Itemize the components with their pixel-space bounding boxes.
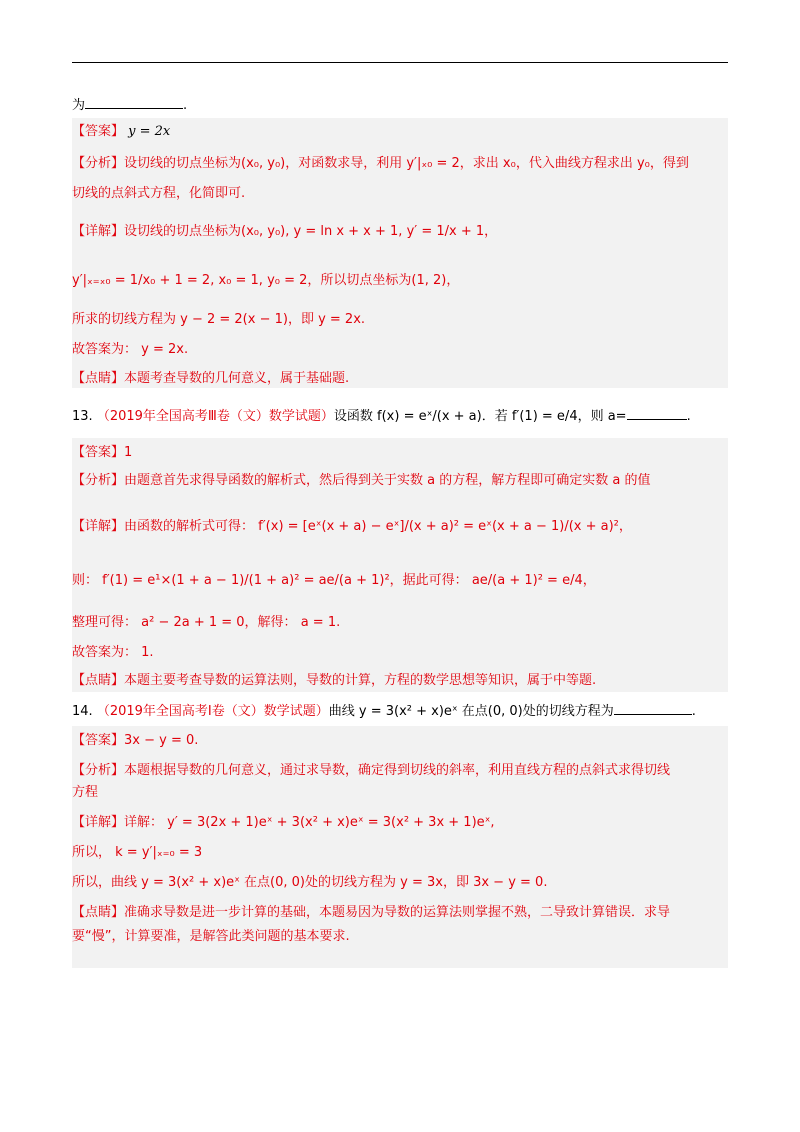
q13-detail-line2 <box>72 570 728 592</box>
answer-tag: 【答案】 <box>72 445 125 460</box>
question-stem: 曲线 y = 3(x² + x)eˣ 在点(0, 0)处的切线方程为 <box>328 704 614 719</box>
q12-detail-line2 <box>72 270 728 292</box>
q12-analysis-line2 <box>72 183 728 205</box>
continued-text: 为 <box>72 98 86 113</box>
final-answer: 故答案为： y = 2x. <box>72 342 189 357</box>
final-answer: 故答案为： 1. <box>72 645 154 660</box>
analysis-tag: 【分析】 <box>72 156 125 171</box>
q13-detail-line3 <box>72 612 728 634</box>
q14-stem <box>72 700 728 723</box>
comment-text: 要“慢”，计算要准，是解答此类问题的基本要求. <box>72 929 350 944</box>
analysis-text: 设切线的切点坐标为(x₀, y₀)，对函数求导，利用 y′|ₓ₀ = 2，求出 x₀，代入曲线方程求出 y₀，得到 <box>124 156 689 171</box>
q14-detail-line1 <box>72 812 728 834</box>
answer-blank <box>627 405 687 420</box>
q14-comment-line2 <box>72 926 728 948</box>
comment-text: 本题主要考查导数的运算法则，导数的计算，方程的数学思想等知识，属于中等题. <box>124 673 597 688</box>
answer-tag: 【答案】 <box>72 124 125 139</box>
detail-text: y′|ₓ₌ₓ₀ = 1/x₀ + 1 = 2, x₀ = 1, y₀ = 2，所以切点坐标为(1, 2)， <box>72 273 460 288</box>
line-end: . <box>183 98 188 113</box>
header-rule <box>72 62 728 63</box>
analysis-text: 方程 <box>72 785 99 800</box>
question-source: （2019年全国高考Ⅰ卷（文）数学试题） <box>96 704 329 719</box>
q12-analysis-line1 <box>72 153 728 175</box>
question-number: 14. <box>72 704 93 719</box>
line-end: . <box>691 704 696 719</box>
question-stem: 设函数 f(x) = eˣ/(x + a)．若 f′(1) = e/4，则 a= <box>333 409 627 424</box>
q12-final <box>72 339 728 361</box>
q13-final <box>72 642 728 664</box>
q14-detail-line3 <box>72 872 728 894</box>
analysis-tag: 【分析】 <box>72 473 125 488</box>
detail-tag: 【详解】 <box>72 815 125 830</box>
q14-detail-line2 <box>72 842 728 864</box>
detail-text: 设切线的切点坐标为(x₀, y₀), y = ln x + x + 1, y′ = 1/x + 1， <box>124 224 498 239</box>
answer-value: 3x − y = 0. <box>124 733 199 748</box>
comment-text: 本题考查导数的几何意义，属于基础题. <box>124 371 350 386</box>
detail-text: 整理可得： a² − 2a + 1 = 0，解得： a = 1. <box>72 615 341 630</box>
analysis-text: 由题意首先求得导函数的解析式，然后得到关于实数 a 的方程，解方程即可确定实数 a 的值 <box>124 473 651 488</box>
detail-text: 则： f′(1) = e¹×(1 + a − 1)/(1 + a)² = ae/(a + 1)²，据此可得： ae/(a + 1)² = e/4， <box>72 573 596 588</box>
comment-tag: 【点睛】 <box>72 371 125 386</box>
q13-analysis <box>72 470 728 492</box>
answer-blank <box>85 94 183 109</box>
detail-tag: 【详解】 <box>72 519 125 534</box>
q14-comment-line1 <box>72 902 728 924</box>
q13-answer <box>72 442 728 464</box>
comment-tag: 【点睛】 <box>72 673 125 688</box>
answer-tag: 【答案】 <box>72 733 125 748</box>
continued-question-line <box>72 94 728 117</box>
q14-analysis-line2 <box>72 782 728 804</box>
analysis-text: 本题根据导数的几何意义，通过求导数，确定得到切线的斜率，利用直线方程的点斜式求得切线 <box>124 763 671 778</box>
line-end: . <box>686 409 691 424</box>
answer-value: 1 <box>124 445 133 460</box>
answer-value: y = 2x <box>128 124 171 139</box>
q14-analysis-line1 <box>72 760 728 782</box>
q12-comment <box>72 368 728 390</box>
q13-stem <box>72 405 728 428</box>
comment-text: 准确求导数是进一步计算的基础，本题易因为导数的运算法则掌握不熟，二导致计算错误．求导 <box>124 905 671 920</box>
q13-comment <box>72 670 728 692</box>
q13-detail-line1 <box>72 516 728 538</box>
q12-detail-line3 <box>72 309 728 331</box>
detail-text: 所求的切线方程为 y − 2 = 2(x − 1)，即 y = 2x. <box>72 312 366 327</box>
analysis-tag: 【分析】 <box>72 763 125 778</box>
analysis-text: 切线的点斜式方程，化简即可. <box>72 186 246 201</box>
detail-tag: 【详解】 <box>72 224 125 239</box>
q12-detail-line1 <box>72 221 728 243</box>
q12-answer <box>72 121 728 143</box>
comment-tag: 【点睛】 <box>72 905 125 920</box>
answer-blank <box>614 700 692 715</box>
question-number: 13. <box>72 409 93 424</box>
detail-text: 详解： y′ = 3(2x + 1)eˣ + 3(x² + x)eˣ = 3(x² + 3x + 1)eˣ, <box>124 815 495 830</box>
question-source: （2019年全国高考Ⅲ卷（文）数学试题） <box>96 409 334 424</box>
detail-text: 由函数的解析式可得： f′(x) = [eˣ(x + a) − eˣ]/(x + a)² = eˣ(x + a − 1)/(x + a)²， <box>124 519 632 534</box>
detail-text: 所以， k = y′|ₓ₌₀ = 3 <box>72 845 203 860</box>
q14-answer <box>72 730 728 752</box>
detail-text: 所以，曲线 y = 3(x² + x)eˣ 在点(0, 0)处的切线方程为 y = 3x，即 3x − y = 0. <box>72 875 548 890</box>
